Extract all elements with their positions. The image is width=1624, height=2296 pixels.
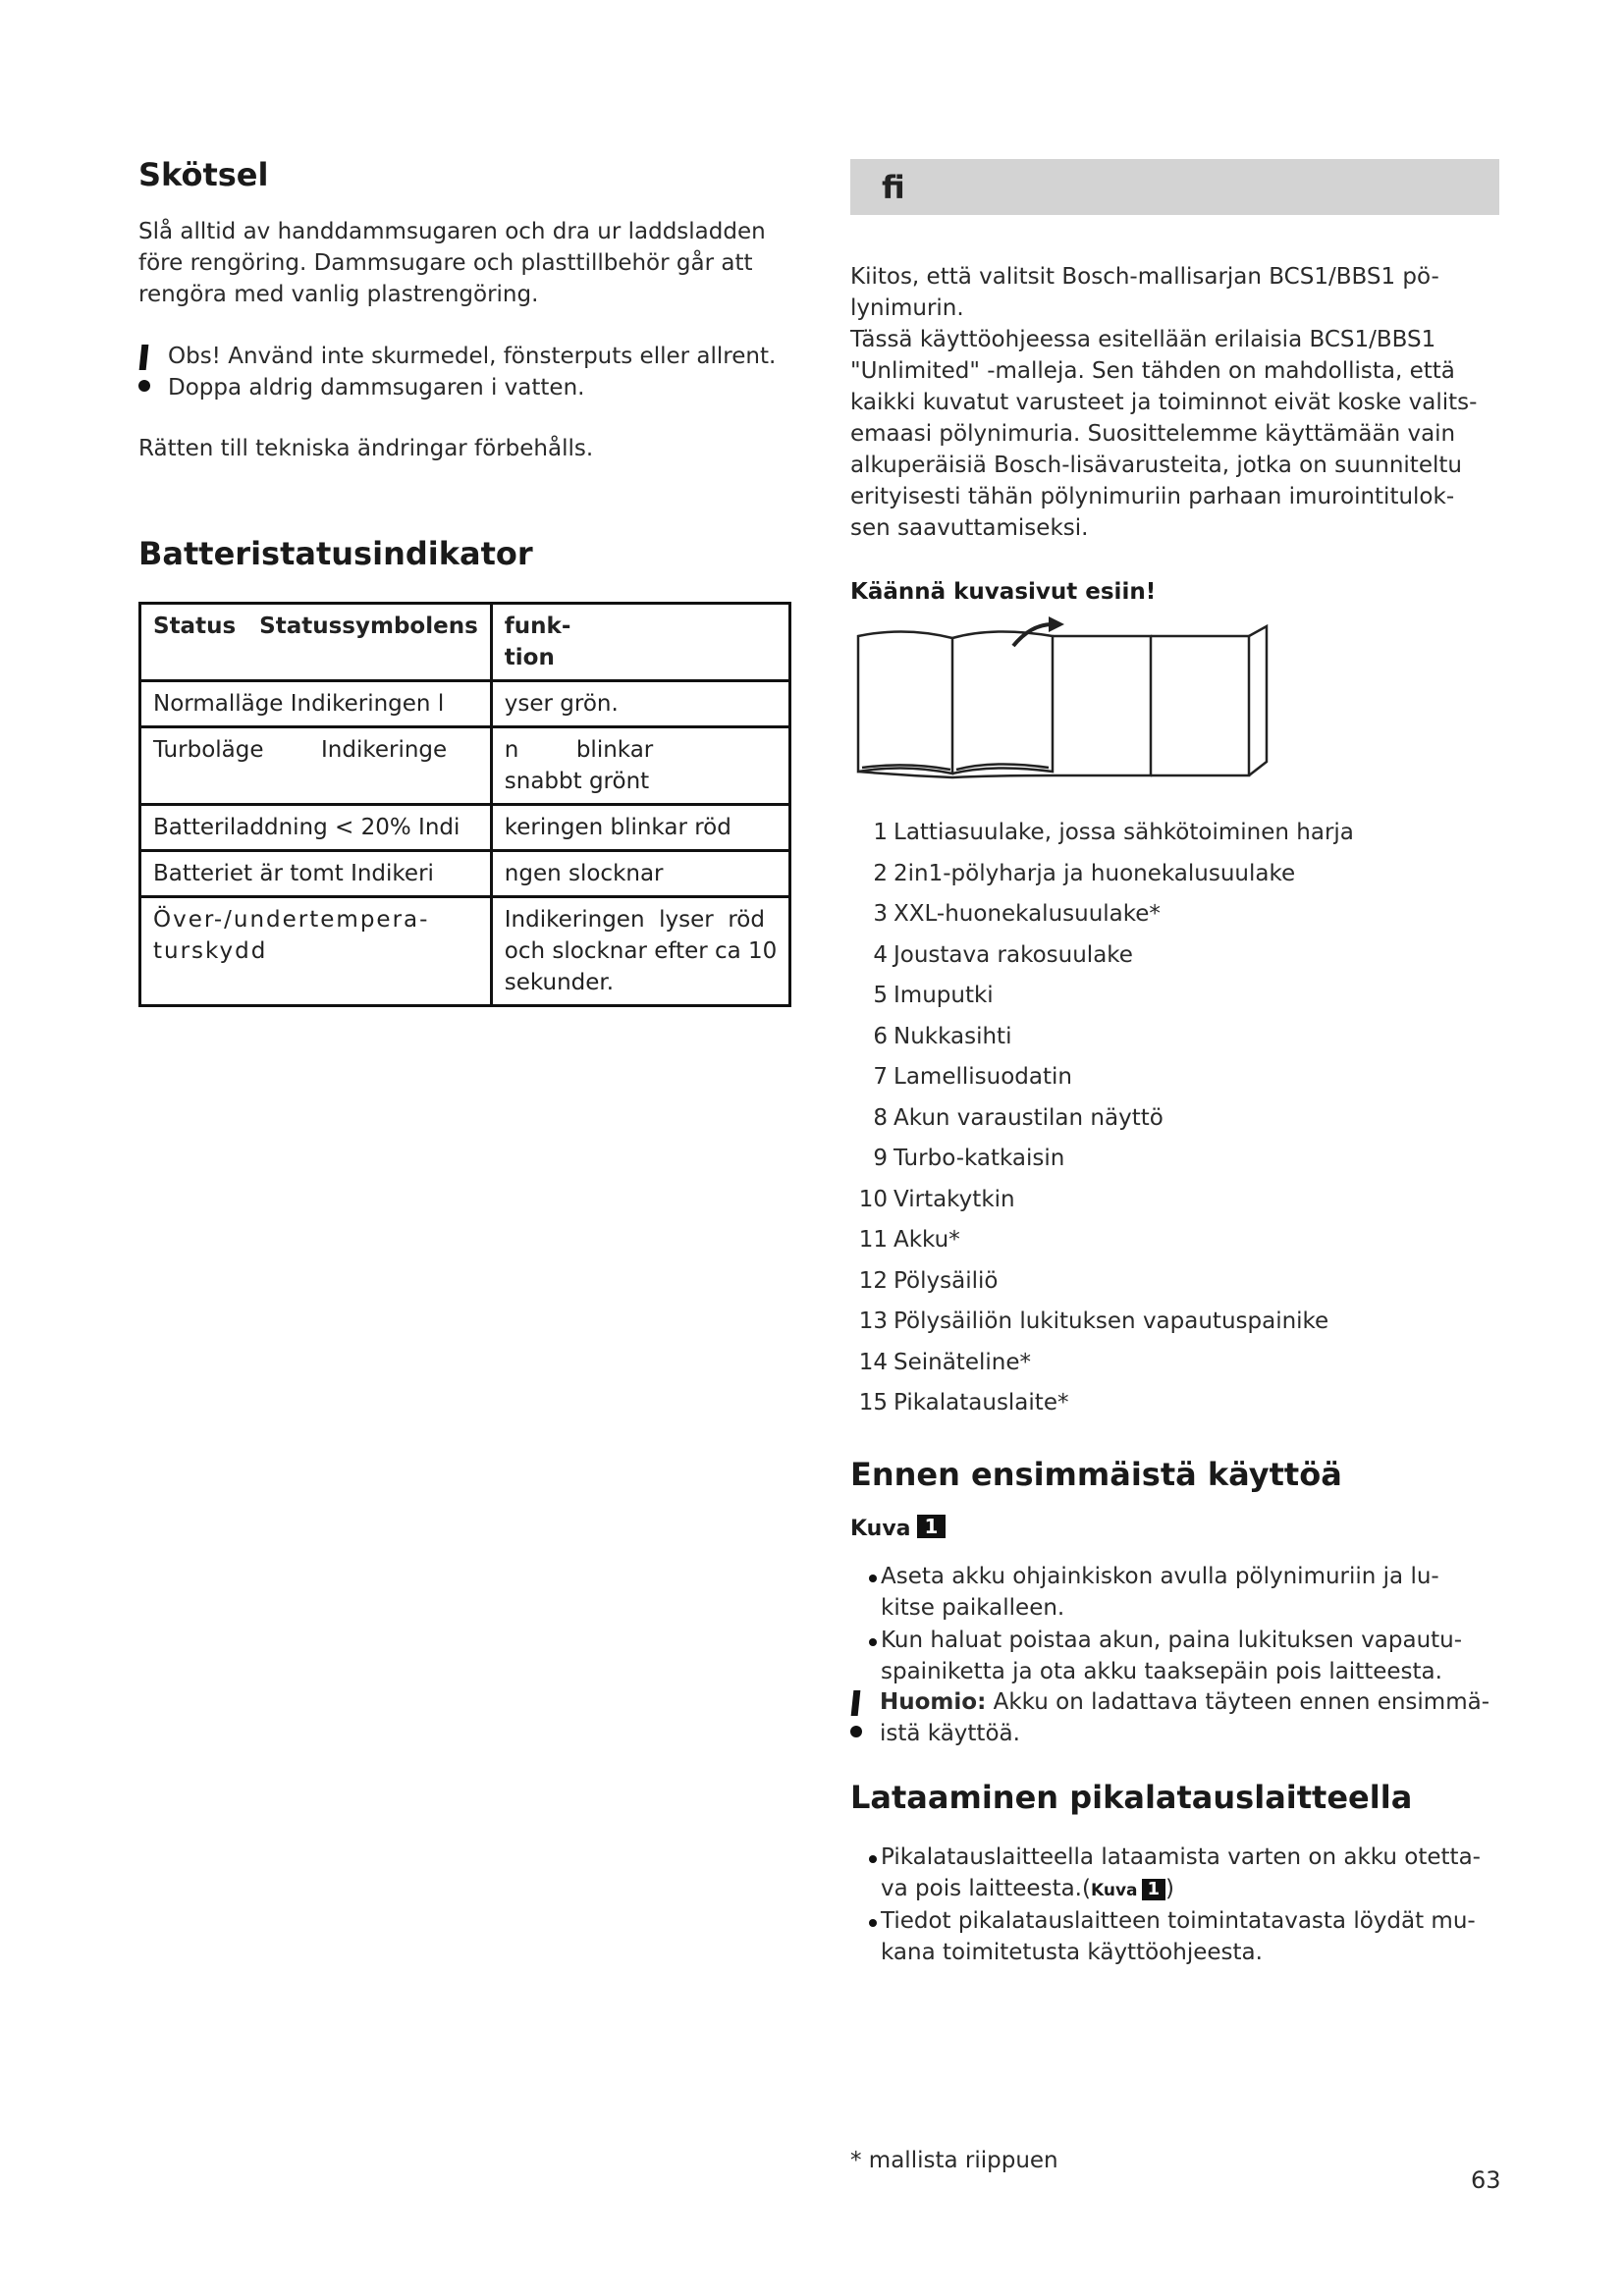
table-cell: yser grön. xyxy=(491,681,790,727)
list-item: 11 Akku* xyxy=(858,1227,960,1253)
care-paragraph: Slå alltid av handdammsugaren och dra ur laddsladden före rengöring. Dammsugare och plasttillbehör går att rengöra med vanlig plastrengöring. xyxy=(138,219,766,307)
fold-out-pages-illustration xyxy=(856,616,1269,783)
list-item: 10 Virtakytkin xyxy=(858,1186,1015,1212)
arrow-icon xyxy=(1049,616,1064,632)
table-cell: ngen slocknar xyxy=(491,851,790,897)
bullet-icon xyxy=(869,1638,877,1646)
battery-status-table xyxy=(138,602,791,1007)
list-item: Aseta akku ohjainkiskon avulla pölynimuriin ja lu- kitse paikalleen. xyxy=(876,1561,1494,1624)
list-item: 4 Joustava rakosuulake xyxy=(873,941,1133,968)
care-title: Skötsel xyxy=(138,156,269,193)
list-item: 1 Lattiasuulake, jossa sähkötoiminen harja xyxy=(873,820,1354,845)
kuva-reference: Kuva 1 xyxy=(850,1515,946,1541)
warning-block: Obs! Använd inte skurmedel, fönsterputs eller allrent. Doppa aldrig dammsugaren i vatten. xyxy=(138,341,786,403)
figure-number-badge: 1 xyxy=(917,1515,947,1538)
table-row xyxy=(140,681,790,727)
table-header-cell: Status Statussymbolens xyxy=(140,604,492,681)
list-item: 9 Turbo-katkaisin xyxy=(873,1146,1065,1171)
rights-note: Rätten till tekniska ändringar förbehålls. xyxy=(138,436,594,461)
language-header-bar xyxy=(850,159,1499,215)
footnote: * mallista riippuen xyxy=(850,2148,1058,2173)
figure-number-badge: 1 xyxy=(1142,1879,1166,1900)
table-row xyxy=(140,851,790,897)
table-row xyxy=(140,897,790,1006)
table-cell: Turboläge Indikeringe xyxy=(140,727,492,805)
charging-title: Lataaminen pikalatauslaitteella xyxy=(850,1779,1413,1816)
list-item: 5 Imuputki xyxy=(873,983,994,1008)
list-item: 3 XXL-huonekalusuulake* xyxy=(873,901,1161,927)
list-item: 14 Seinäteline* xyxy=(858,1349,1031,1375)
battery-title: Batteristatusindikator xyxy=(138,535,533,572)
language-code: fi xyxy=(882,169,905,206)
turn-pages-note: Käännä kuvasivut esiin! xyxy=(850,579,1157,605)
bullet-icon xyxy=(869,1919,877,1927)
table-cell: Normalläge Indikeringen l xyxy=(140,681,492,727)
table-header-row xyxy=(140,604,790,681)
table-cell: Batteriet är tomt Indikeri xyxy=(140,851,492,897)
bullet-icon xyxy=(869,1575,877,1582)
list-item: Pikalatauslaitteella lataamista varten on akku otetta- va pois laitteesta.(Kuva 1 ) xyxy=(876,1842,1494,1906)
table-cell: Batteriladdning < 20% Indi xyxy=(140,805,492,851)
page-number: 63 xyxy=(1471,2166,1501,2194)
list-item: 13 Pölysäiliön lukituksen vapautuspainike xyxy=(858,1308,1329,1334)
table-cell: Över-/undertempera- turskydd xyxy=(140,897,492,1006)
list-item: 8 Akun varaustilan näyttö xyxy=(873,1104,1164,1131)
table-cell: n blinkar snabbt grönt xyxy=(491,727,790,805)
first-use-title: Ennen ensimmäistä käyttöä xyxy=(850,1456,1342,1493)
table-cell: keringen blinkar röd xyxy=(491,805,790,851)
table-row xyxy=(140,727,790,805)
parts-list xyxy=(850,817,1354,1428)
note-block: Huomio: Akku on ladattava täyteen ennen ensimmä- istä käyttöä. xyxy=(850,1686,1499,1749)
list-item: 6 Nukkasihti xyxy=(873,1023,1012,1049)
table-cell: Indikeringen lyser röd och slocknar efter ca 10 sekunder. xyxy=(491,897,790,1006)
list-item: Kun haluat poistaa akun, paina lukituksen vapautu- spainiketta ja ota akku taaksepäin pois laitteesta. xyxy=(876,1625,1494,1687)
table-header-cell: funk- tion xyxy=(491,604,790,681)
list-item: 15 Pikalatauslaite* xyxy=(858,1390,1069,1415)
list-item: Tiedot pikalatauslaitteen toimintatavasta löydät mu- kana toimitetusta käyttöohjeesta. xyxy=(876,1905,1494,1968)
list-item: 7 Lamellisuodatin xyxy=(873,1064,1072,1090)
list-item: 12 Pölysäiliö xyxy=(858,1267,999,1294)
table-row xyxy=(140,805,790,851)
bullet-icon xyxy=(869,1855,877,1863)
list-item: 2 2in1-pölyharja ja huonekalusuulake xyxy=(873,860,1296,886)
intro-paragraph: Kiitos, että valitsit Bosch-mallisarjan BCS1/BBS1 pö- lynimurin. Tässä käyttöohjeessa esitellään erilaisia BCS1/BBS1 "Unlimited" -malleja. Sen tähden on mahdollista, että kaikki kuvatut varusteet ja toiminnot eivät koske valits- emaasi pölynimuria. Suosittelemme käyttämään vain alkuperäisiä Bosch-lisävarusteita, jotka on suunniteltu erityisesti tähän pölynimuriin parhaan imurointitulok- sen saavuttamiseksi. xyxy=(850,264,1478,541)
